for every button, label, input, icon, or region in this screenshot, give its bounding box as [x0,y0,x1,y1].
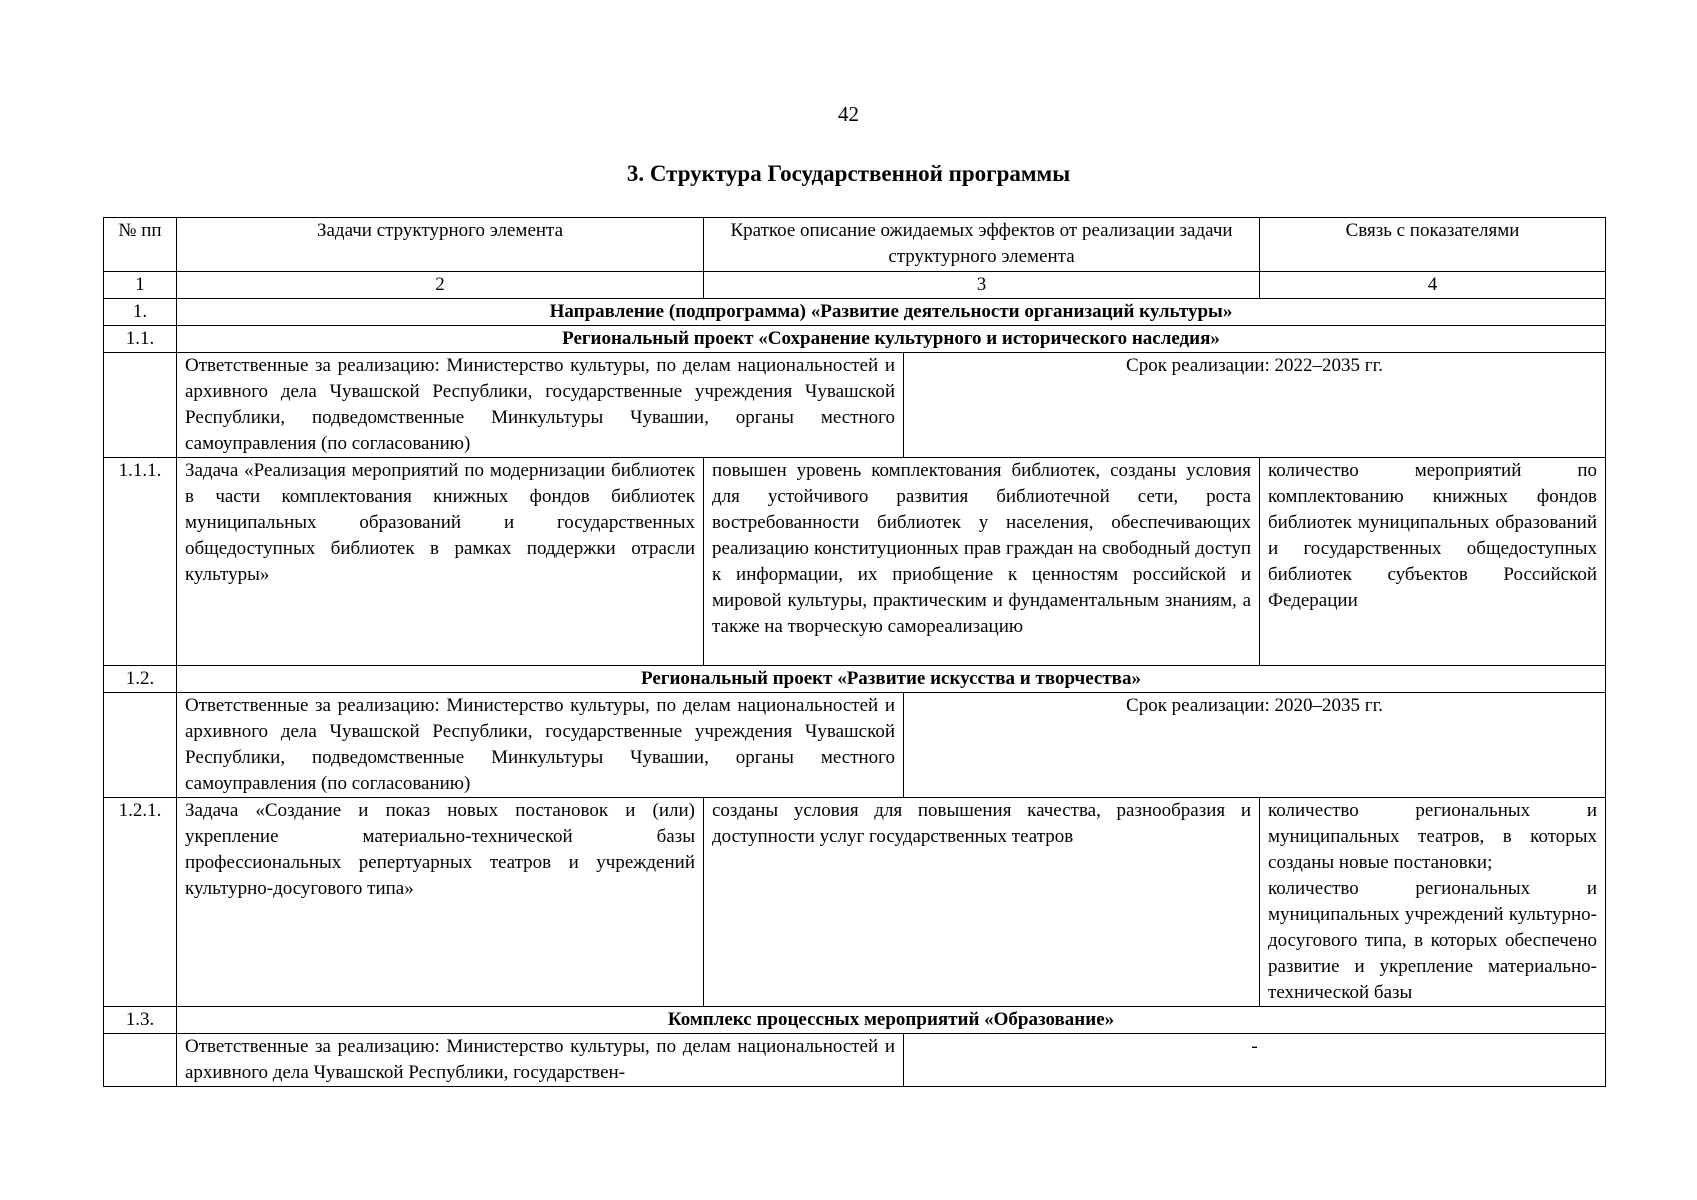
column-number-3: 3 [704,272,1260,299]
complex-1-3-responsible: Ответственные за реализацию: Министерство культуры, по делам национальностей и архивного дела Чувашской Республики, государствен- [177,1034,904,1087]
direction-title: Направление (подпрограмма) «Развитие деятельности организаций культуры» [177,299,1606,326]
task-1-2-1-indicator-1: количество региональных и муниципальных театров, в которых созданы новые постановки; [1268,800,1598,873]
task-1-2-1-num: 1.2.1. [104,798,177,1007]
header-row [104,218,1606,272]
project-1-2-responsible: Ответственные за реализацию: Министерство культуры, по делам национальностей и архивного дела Чувашской Республики, государственные учреждения Чувашской Республики, подведомственные Минкультуры Чувашии, органы местного самоуправления (по согласованию) [177,693,904,798]
structure-table [103,217,1606,1087]
project-1-1-term: Срок реализации: 2022–2035 гг. [904,353,1606,458]
header-effects: Краткое описание ожидаемых эффектов от реализации задачи структурного элемента [704,218,1260,272]
direction-row [104,299,1606,326]
task-1-1-1-task: Задача «Реализация мероприятий по модернизации библиотек в части комплектования книжных фондов библиотек муниципальных образований и государственных общедоступных библиотек в рамках поддержки отрасли культуры» [177,458,704,666]
task-1-1-1-effect: повышен уровень комплектования библиотек, созданы условия для устойчивого развития библиотечной сети, роста востребованности библиотек у населения, обеспечивающих реализацию конституционных прав граждан на свободный доступ к информации, их приобщение к ценностям российской и мировой культуры, практическим и фундаментальным знаниям, а также на творческую самореализацию [704,458,1260,666]
project-1-1-title: Региональный проект «Сохранение культурного и исторического наследия» [177,326,1606,353]
project-1-2-term: Срок реализации: 2020–2035 гг. [904,693,1606,798]
header-indicators: Связь с показателями [1260,218,1606,272]
complex-1-3-responsible-row [104,1034,1606,1087]
project-1-1-responsible-row [104,353,1606,458]
project-1-2-responsible-row [104,693,1606,798]
complex-1-3-row [104,1007,1606,1034]
task-1-2-1-indicator-2: количество региональных и муниципальных учреждений культурно-досугового типа, в которых обеспечено развитие и укрепление материально-технической базы [1268,878,1598,1003]
project-1-1-num: 1.1. [104,326,177,353]
complex-1-3-empty-num [104,1034,177,1087]
task-1-1-1-row [104,458,1606,666]
column-number-1: 1 [104,272,177,299]
project-1-1-empty-num [104,353,177,458]
column-number-4: 4 [1260,272,1606,299]
task-1-1-1-num: 1.1.1. [104,458,177,666]
project-1-1-responsible: Ответственные за реализацию: Министерство культуры, по делам национальностей и архивного дела Чувашской Республики, государственные учреждения Чувашской Республики, подведомственные Минкультуры Чувашии, органы местного самоуправления (по согласованию) [177,353,904,458]
complex-1-3-title: Комплекс процессных мероприятий «Образование» [177,1007,1606,1034]
header-tasks: Задачи структурного элемента [177,218,704,272]
page-number: 42 [838,102,859,126]
task-1-2-1-row [104,798,1606,1007]
header-num: № пп [104,218,177,272]
direction-num: 1. [104,299,177,326]
project-1-1-row [104,326,1606,353]
section-title: 3. Структура Государственной программы [626,161,1071,186]
project-1-2-empty-num [104,693,177,798]
task-1-2-1-indicators [1260,798,1606,1007]
complex-1-3-term: - [904,1034,1606,1087]
task-1-2-1-effect: созданы условия для повышения качества, разнообразия и доступности услуг государственных театров [704,798,1260,1007]
task-1-1-1-indicator: количество мероприятий по комплектованию книжных фондов библиотек муниципальных образований и государственных общедоступных библиотек субъектов Российской Федерации [1260,458,1606,666]
project-1-2-title: Региональный проект «Развитие искусства и творчества» [177,666,1606,693]
complex-1-3-num: 1.3. [104,1007,177,1034]
column-number-row [104,272,1606,299]
column-number-2: 2 [177,272,704,299]
project-1-2-row [104,666,1606,693]
project-1-2-num: 1.2. [104,666,177,693]
task-1-2-1-task: Задача «Создание и показ новых постановок и (или) укрепление материально-технической базы профессиональных репертуарных театров и учреждений культурно-досугового типа» [177,798,704,1007]
